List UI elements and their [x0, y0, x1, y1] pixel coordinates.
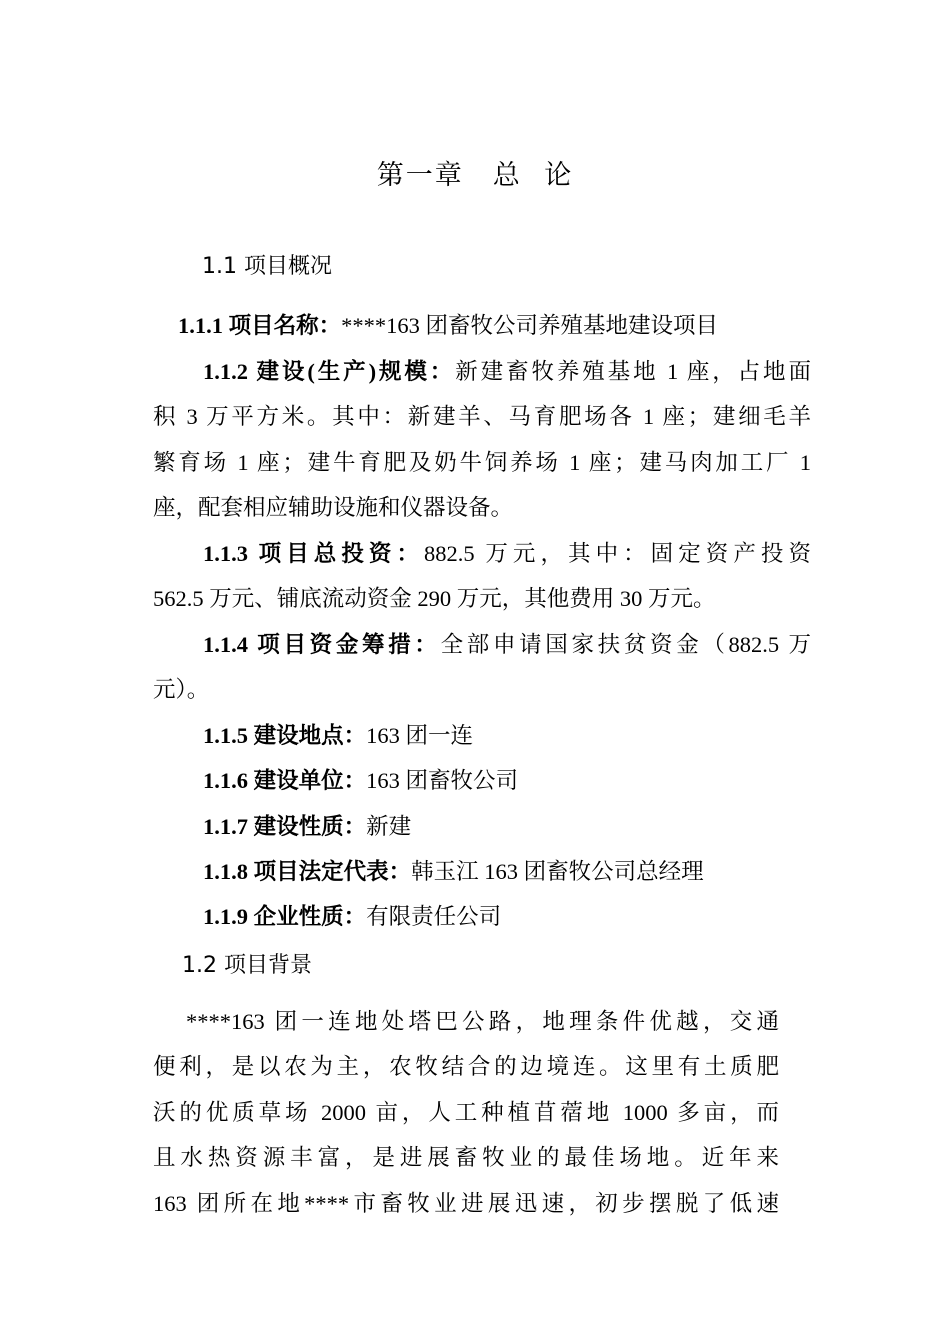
- item-funding-line-1: [203, 630, 811, 660]
- item-unit: [203, 766, 518, 796]
- item-label: 1.1.5 建设地点：: [203, 723, 367, 748]
- item-project-name: [178, 311, 718, 341]
- item-value: 163 团一连: [366, 723, 474, 748]
- item-label: 1.1.9 企业性质：: [203, 904, 367, 929]
- item-label: 1.1.6 建设单位：: [203, 768, 367, 793]
- item-investment-line-2: 562.5 万元、铺底流动资金 290 万元，其他费用 30 万元。: [153, 586, 716, 611]
- item-label: 1.1.8 项目法定代表：: [203, 859, 412, 884]
- item-label: 1.1.4 项目资金筹措：: [203, 632, 441, 657]
- item-value: 新建: [366, 814, 412, 839]
- item-scale-line-3: 繁育场 1 座；建牛育肥及奶牛饲养场 1 座；建马肉加工厂 1: [153, 450, 811, 475]
- item-value: 有限责任公司: [366, 904, 502, 929]
- chapter-title: 第一章 总 论: [376, 160, 574, 191]
- item-scale-line-4: 座，配套相应辅助设施和仪器设备。: [153, 495, 514, 520]
- item-legal-representative: [203, 857, 704, 887]
- section-heading-1-1: 1.1 项目概况: [202, 254, 332, 279]
- item-label: 1.1.7 建设性质：: [203, 814, 367, 839]
- background-line-3: 沃的优质草场 2000 亩，人工种植苜蓿地 1000 多亩，而: [153, 1100, 779, 1125]
- item-value: ****163 团畜牧公司养殖基地建设项目: [341, 313, 719, 338]
- item-label: 1.1.1 项目名称：: [178, 313, 342, 338]
- item-value: 韩玉江 163 团畜牧公司总经理: [411, 859, 704, 884]
- item-funding-line-2: 元）。: [153, 677, 210, 702]
- item-value: 全部申请国家扶贫资金（882.5 万: [440, 632, 811, 657]
- item-value: 163 团畜牧公司: [366, 768, 519, 793]
- background-line-2: 便利，是以农为主，农牧结合的边境连。这里有土质肥: [153, 1054, 779, 1079]
- item-scale-line-1: [203, 357, 811, 387]
- item-label: 1.1.3 项目总投资：: [203, 541, 425, 566]
- item-value: 新建畜牧养殖基地 1 座，占地面: [455, 359, 811, 384]
- item-enterprise-nature: [203, 902, 501, 932]
- item-value: 882.5 万元，其中：固定资产投资: [424, 541, 811, 566]
- item-nature: [203, 812, 411, 842]
- background-line-1: ****163 团一连地处塔巴公路，地理条件优越，交通: [186, 1009, 779, 1034]
- item-scale-line-2: 积 3 万平方米。其中：新建羊、马育肥场各 1 座；建细毛羊: [153, 404, 811, 429]
- section-heading-1-2: 1.2 项目背景: [182, 953, 312, 978]
- background-line-4: 且水热资源丰富，是进展畜牧业的最佳场地。近年来: [153, 1145, 779, 1170]
- item-location: [203, 721, 473, 751]
- background-line-5: 163 团所在地****市畜牧业进展迅速，初步摆脱了低速: [153, 1191, 779, 1216]
- item-label: 1.1.2 建设(生产)规模：: [203, 359, 456, 384]
- item-investment-line-1: [203, 539, 811, 569]
